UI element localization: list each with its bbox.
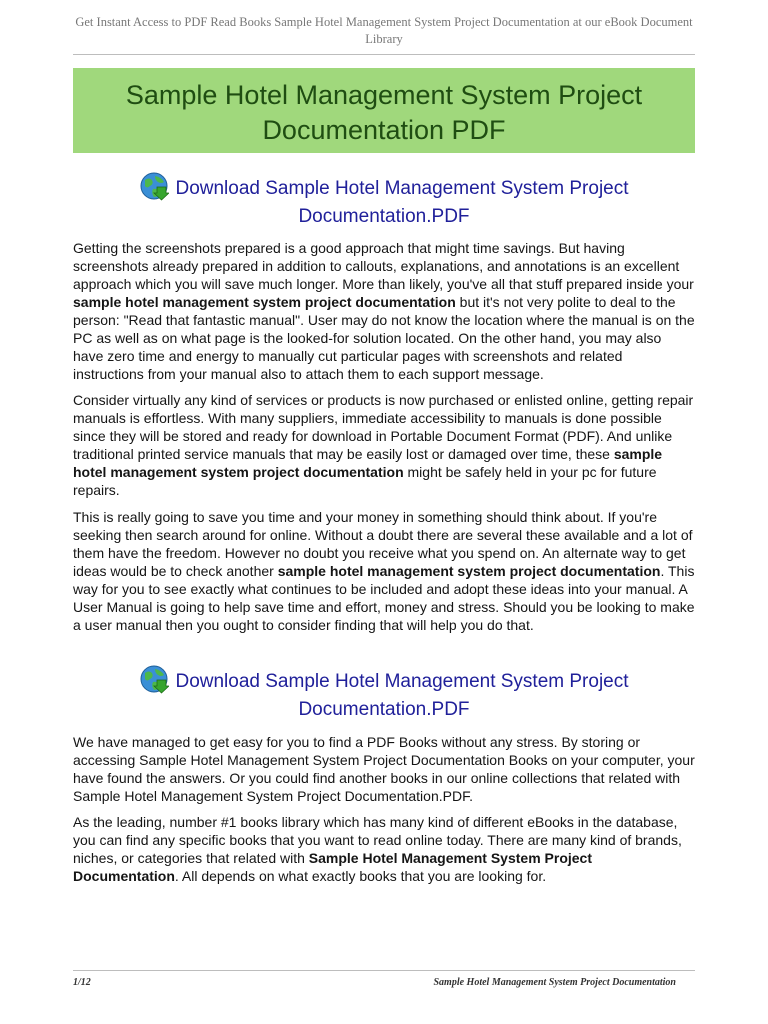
- paragraph-4: [73, 733, 695, 805]
- footer-doc-title: Sample Hotel Management System Project Documentation: [433, 977, 676, 988]
- paragraph-3: [73, 508, 695, 634]
- page-title: [73, 68, 695, 148]
- title-banner: [73, 68, 695, 153]
- page-title-line-1: Sample Hotel Management System Project: [125, 80, 643, 110]
- download-link-1[interactable]: [73, 171, 695, 231]
- paragraph-4-text-a: We have managed to get easy for you to find a PDF Books without any stress. By storing or accessing Sample Hotel Management System Project Documentation Books on your computer, your have found the answers. Or you could find another books in our online collections that related with Sample Hotel Management System Project Documentation.PDF.: [73, 734, 695, 804]
- paragraph-3-text-a: This is really going to save you time and your money in something should think about. If you're seeking then search around for online. Without a doubt there are several these available and a lot of them have the freedom. However no doubt you receive what you spend on. An alternate way to get ideas would be to check another: [73, 509, 693, 579]
- header-divider: [73, 54, 695, 55]
- globe-download-icon: [139, 171, 169, 201]
- download-link-2-line-1: Download Sample Hotel Management System Project: [175, 671, 629, 692]
- paragraph-2-text-a: Consider virtually any kind of services or products is now purchased or enlisted online, getting repair manuals is effortless. With many suppliers, immediate accessibility to manuals is done possible since they will be stored and ready for download in Portable Document Format (PDF). And unlike traditional printed service manuals that may be easily lost or damaged over time, these: [73, 392, 694, 462]
- paragraph-3-bold: sample hotel management system project documentation: [277, 563, 661, 579]
- paragraph-2: [73, 391, 695, 499]
- paragraph-1-text-a: Getting the screenshots prepared is a good approach that might time savings. But having screenshots already prepared in addition to callouts, explanations, and annotations is an excellent approach which you will save much longer. More than likely, you've all that stuff prepared inside your: [73, 240, 694, 292]
- header-note: Get Instant Access to PDF Read Books Sample Hotel Management System Project Documentation at our eBook Document Library: [75, 15, 693, 46]
- page-number: 1/12: [73, 977, 91, 988]
- page-title-line-2: Documentation PDF: [262, 115, 506, 145]
- paragraph-1-text-b: but it's not very polite to deal to the person: "Read that fantastic manual". User may do not know the location where the manual is on the PC as well as on what page is the looked-for solution located. On the other hand, you may also have zero time and energy to manually cut particular pages with screenshots and related instructions from your manual also to attach them to each support message.: [73, 294, 695, 382]
- paragraph-5-text-b: . All depends on what exactly books that you are looking for.: [174, 868, 547, 884]
- download-link-2-line-2: Documentation.PDF: [298, 699, 470, 720]
- paragraph-5-text-a: As the leading, number #1 books library which has many kind of different eBooks in the database, you can find any specific books that you want to read online today. There are many kind of brands, niches, or categories that related with: [73, 814, 682, 866]
- paragraph-1: [73, 239, 695, 383]
- globe-download-icon: [139, 664, 169, 694]
- download-link-1-line-2: Documentation.PDF: [298, 206, 470, 227]
- download-link-1-line-1: Download Sample Hotel Management System Project: [175, 178, 629, 199]
- paragraph-5: [73, 813, 695, 885]
- footer-divider: [73, 970, 695, 971]
- paragraph-1-bold: sample hotel management system project documentation: [73, 294, 456, 310]
- paragraph-5-bold: Sample Hotel Management System Project Documentation: [73, 850, 592, 884]
- paragraph-2-bold: sample hotel management system project documentation: [73, 446, 663, 480]
- download-link-2[interactable]: [73, 664, 695, 724]
- paragraph-3-text-b: . This way for you to see exactly what continues to be included and adopt these ideas into your manual. A User Manual is going to help save time and effort, money and stress. Should you be looking to make a user manual then you ought to consider finding that will help you do that.: [73, 563, 695, 633]
- paragraph-2-text-b: might be safely held in your pc for future repairs.: [73, 464, 657, 498]
